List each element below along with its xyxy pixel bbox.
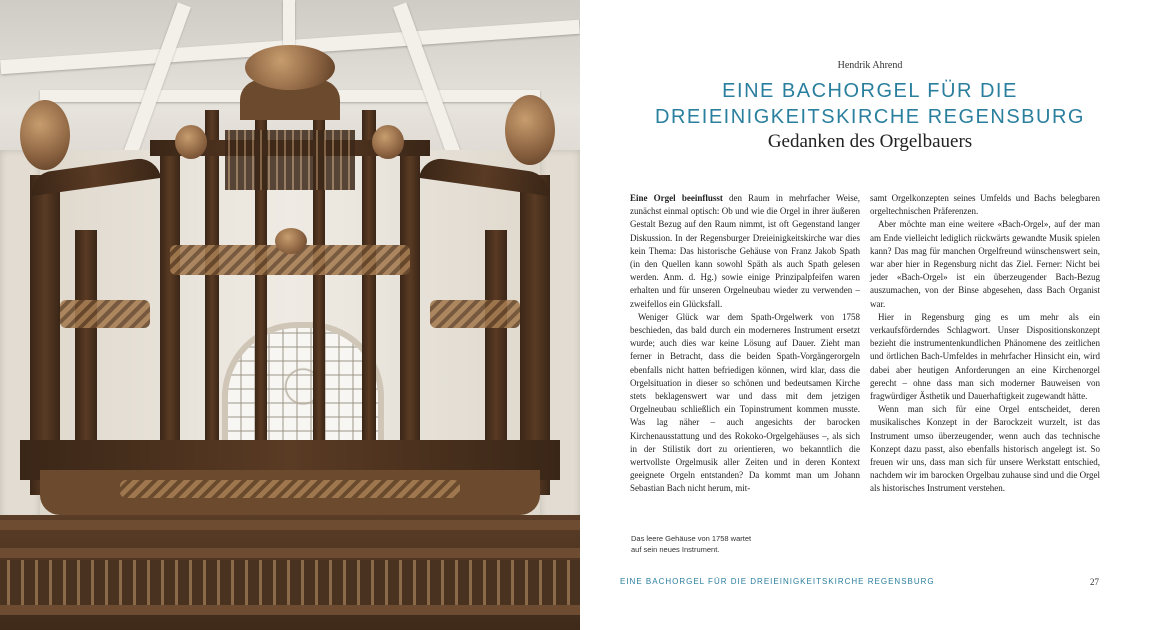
lead-in: Eine Orgel beeinflusst <box>630 193 723 203</box>
carved-ornament <box>60 300 150 328</box>
caption-line: auf sein neues Instrument. <box>631 545 720 554</box>
carved-ornament <box>120 480 460 498</box>
balusters <box>0 560 580 605</box>
paragraph: samt Orgelkonzepten seines Umfelds und Bachs belegbaren orgeltechnischen Präferenzen. <box>870 193 1100 217</box>
paragraph: Aber möchte man eine weitere «Bach-Orgel», auf der man am Ende vielleicht lediglich rückwärts gewandte Musik spielen kann? Das mag für manchen Orgelfreund wünschenswert sein, war aber hier in Regensburg nicht das Ziel. Ferner: Nicht bei jeder «Bach-Orgel» ist ein überzeugender Bach-Bezug auszumachen, von der Binse abgesehen, dass Bach Organist war. <box>870 219 1100 309</box>
caption-line: Das leere Gehäuse von 1758 wartet <box>631 534 752 543</box>
carved-finial <box>20 100 70 170</box>
carved-finial <box>175 125 207 159</box>
text-page <box>580 0 1160 630</box>
paragraph: Wenn man sich für eine Orgel entscheidet, deren musikalisches Konzept in der Barockzeit wurzelt, ist das Instrument umso überzeugender, wenn auch das technische Konzept dazu passt, also ebenfalls historisch angelegt ist. So freuen wir uns, dass man sich für unsere Werkstatt entschied, nachdem wir im barocken Orgelbau zuhause sind und die Orgel als historisches Instrument verstehen. <box>870 404 1100 494</box>
organ-pipes <box>225 130 355 190</box>
carved-finial <box>372 125 404 159</box>
balustrade-rail <box>0 548 580 558</box>
carved-ornament <box>430 300 520 328</box>
article-title-line1: EINE BACHORGEL FÜR DIE <box>722 80 1018 102</box>
organ-post <box>160 150 180 450</box>
carved-crest <box>245 45 335 90</box>
article-title-line2: DREIEINIGKEITSKIRCHE REGENSBURG <box>655 106 1085 128</box>
article-subtitle: Gedanken des Orgelbauers <box>767 131 973 152</box>
photo-caption <box>631 533 791 555</box>
paragraph: Weniger Glück war dem Spath-Orgelwerk von 1758 beschieden, das bald durch ein moderneres Instrument ersetzt wurde; auch dies war keine Lösung auf Dauer. Zieht man ferner in Betracht, dass die beiden Spath-Vorgängerorgeln ebenfalls nicht hatten befriedigen können, wird klar, dass die Orgelsituation in dieser so schönen und bedeutsamen Kirche stets beklagenswert war und dass mit dem jetzigen Orgelneubau schließlich ein Topinstrument kommen musste. Was lag näher – auch angesichts der barocken Kirchenausstattung und des Rokoko-Orgelgehäuses –, als sich in der Stilistik dort zu orientieren, wo bekanntlich die wertvollste Orgelmusik aller Zeiten und in deren Kontext geeignete Orgeln entstanden? Da kommt man um Johann Sebastian Bach nicht herum, mit- <box>630 311 860 494</box>
paragraph-text: den Raum in mehrfacher Weise, zunächst einmal optisch: Ob und wie die Orgel in ihrer äußeren Gestalt Bezug auf den Raum nimmt, ist oft Gegenstand langer Diskussion. In der Regensburger Dreieinigkeitskirche war dies kein Thema: Das historische Gehäuse von Franz Jakob Spath (in den Quellen kann sowohl Späth als auch Spath gelesen werden. Anm. d. Hg.) sowie einige Prinzipalpfeifen waren erhalten und für unseren Orgelneubau wieder zu verwenden – zweifellos ein Glücksfall. <box>630 193 860 309</box>
organ-post <box>205 110 219 450</box>
organ-post <box>485 230 507 445</box>
running-head: EINE BACHORGEL FÜR DIE DREIEINIGKEITSKIRCHE REGENSBURG <box>620 577 935 586</box>
carved-finial <box>505 95 555 165</box>
organ-post <box>400 150 420 450</box>
balustrade-rail <box>0 605 580 615</box>
balustrade-rail <box>0 520 580 530</box>
page-number: 27 <box>1090 577 1099 587</box>
text-column-right <box>870 192 1100 496</box>
text-column-left <box>630 192 860 496</box>
author-name: Hendrik Ahrend <box>837 60 903 71</box>
carved-medallion <box>275 228 307 254</box>
organ-post <box>75 230 97 445</box>
paragraph <box>630 192 860 311</box>
paragraph: Hier in Regensburg ging es um mehr als ein verkaufsförderndes Schlagwort. Unser Dispositionskonzept bezieht die instrumentenkundlichen Phänomene des zeitlichen und örtlichen Bach-Umfeldes in mehrfacher Hinsicht ein, wird dabei aber heutigen Anforderungen an eine Kirchenorgel gerecht – ohne dass man sich moderner Bauweisen von fragwürdiger Ästhetik und Dauerhaftigkeit zugewandt hätte. <box>870 311 1100 402</box>
organ-post <box>362 110 376 450</box>
